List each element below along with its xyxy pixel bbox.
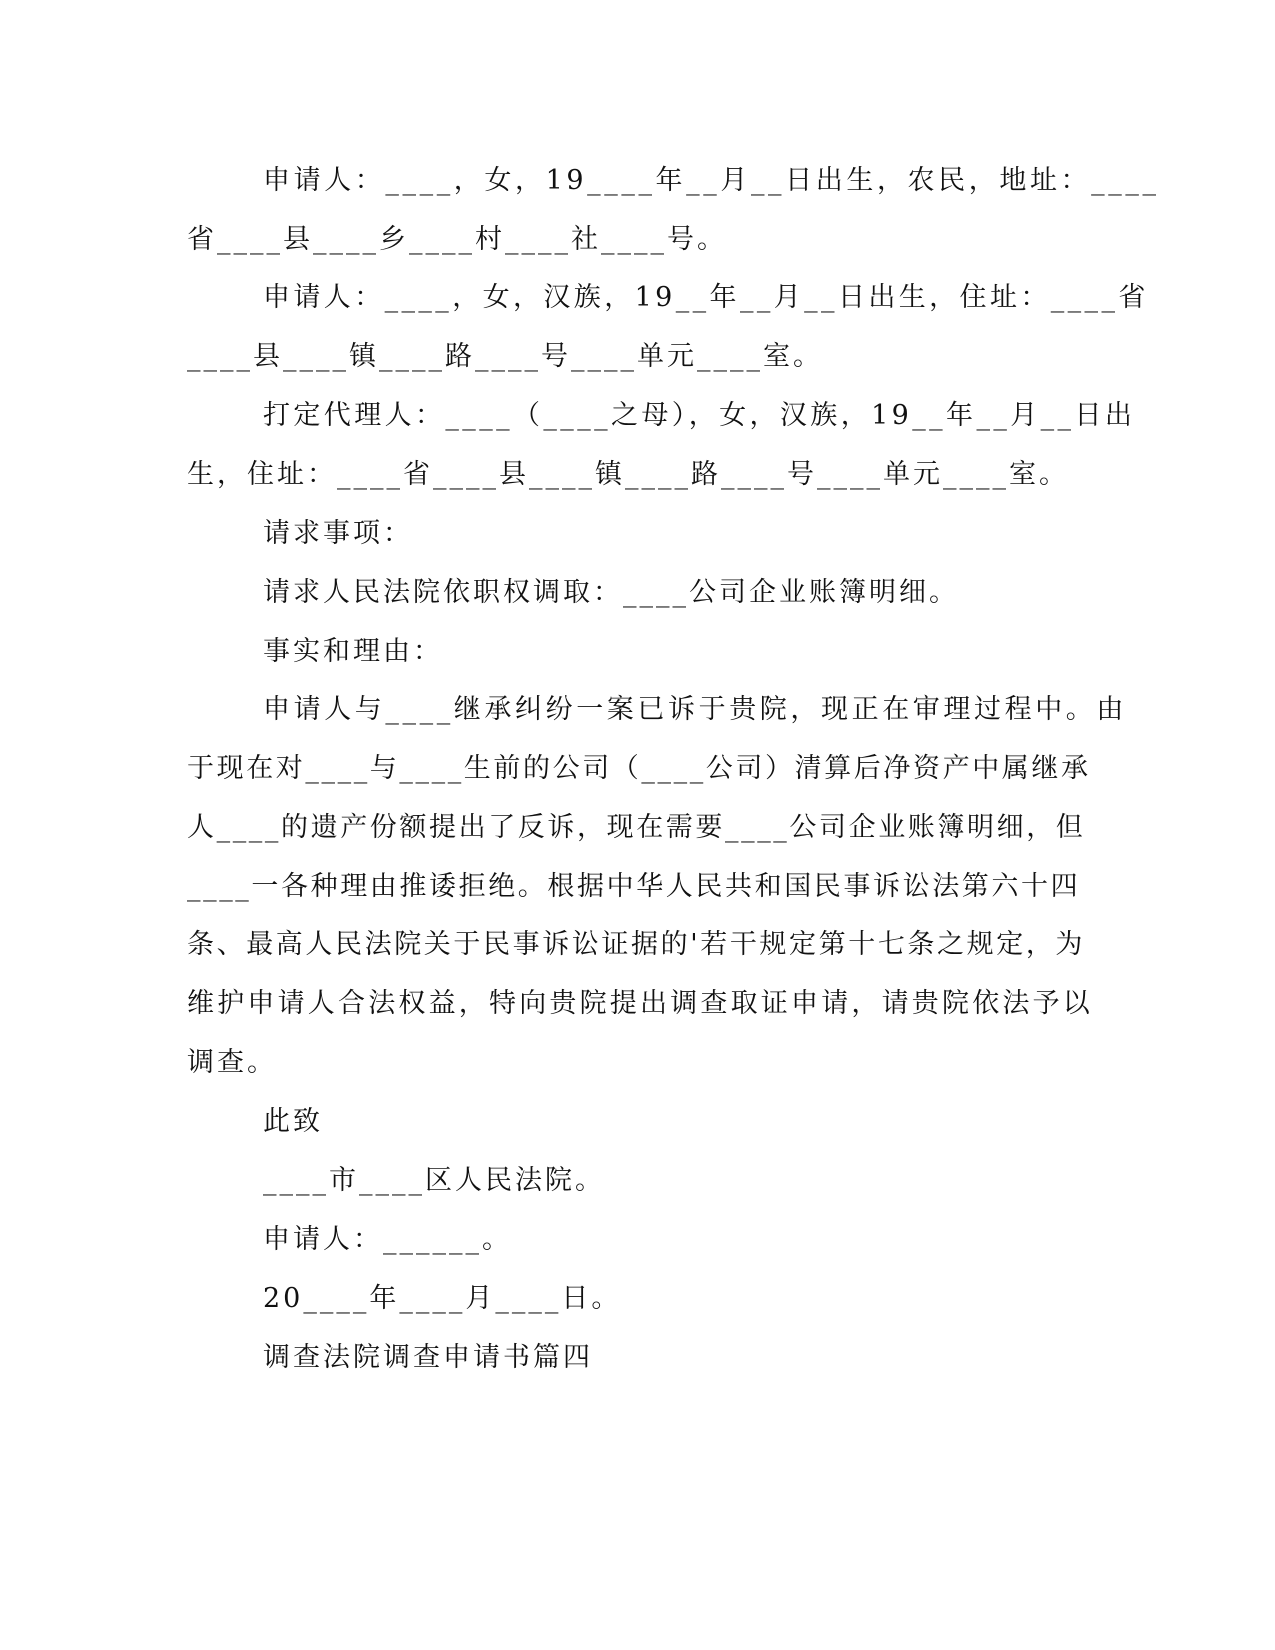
- signature-line: 申请人：______。: [263, 1224, 512, 1255]
- agent-line-1: 打定代理人：____（____之母），女，汉族，19__年__月__日出: [263, 400, 1136, 431]
- facts-line-4: ____一各种理由推诿拒绝。根据中华人民共和国民事诉讼法第六十四: [187, 871, 1081, 902]
- agent-line-2: 生，住址：____省____县____镇____路____号____单元____室。: [187, 459, 1069, 490]
- court-addressee: ____市____区人民法院。: [263, 1165, 605, 1196]
- facts-line-5: 条、最高人民法院关于民事诉讼证据的'若干规定第十七条之规定，为: [187, 929, 1086, 960]
- applicant-2-line-2: ____县____镇____路____号____单元____室。: [187, 341, 823, 372]
- facts-line-7: 调查。: [187, 1047, 277, 1078]
- applicant-1-line-2: 省____县____乡____村____社____号。: [187, 224, 727, 255]
- applicant-2-line-1: 申请人：____，女，汉族，19__年__月__日出生，住址：____省: [263, 282, 1149, 313]
- section-title: 调查法院调查申请书篇四: [263, 1342, 593, 1373]
- facts-line-3: 人____的遗产份额提出了反诉，现在需要____公司企业账簿明细，但: [187, 812, 1086, 843]
- salutation: 此致: [263, 1106, 323, 1137]
- claims-text: 请求人民法院依职权调取：____公司企业账簿明细。: [263, 577, 959, 608]
- date-line: 20____年____月____日。: [263, 1283, 622, 1314]
- facts-heading: 事实和理由：: [263, 636, 443, 667]
- applicant-1-line-1: 申请人：____，女，19____年__月__日出生，农民，地址：____: [263, 165, 1160, 196]
- facts-line-1: 申请人与____继承纠纷一案已诉于贵院，现正在审理过程中。由: [263, 694, 1127, 725]
- facts-line-6: 维护申请人合法权益，特向贵院提出调查取证申请，请贵院依法予以: [187, 988, 1093, 1019]
- claims-heading: 请求事项：: [263, 518, 413, 549]
- facts-line-2: 于现在对____与____生前的公司（____公司）清算后净资产中属继承: [187, 753, 1091, 784]
